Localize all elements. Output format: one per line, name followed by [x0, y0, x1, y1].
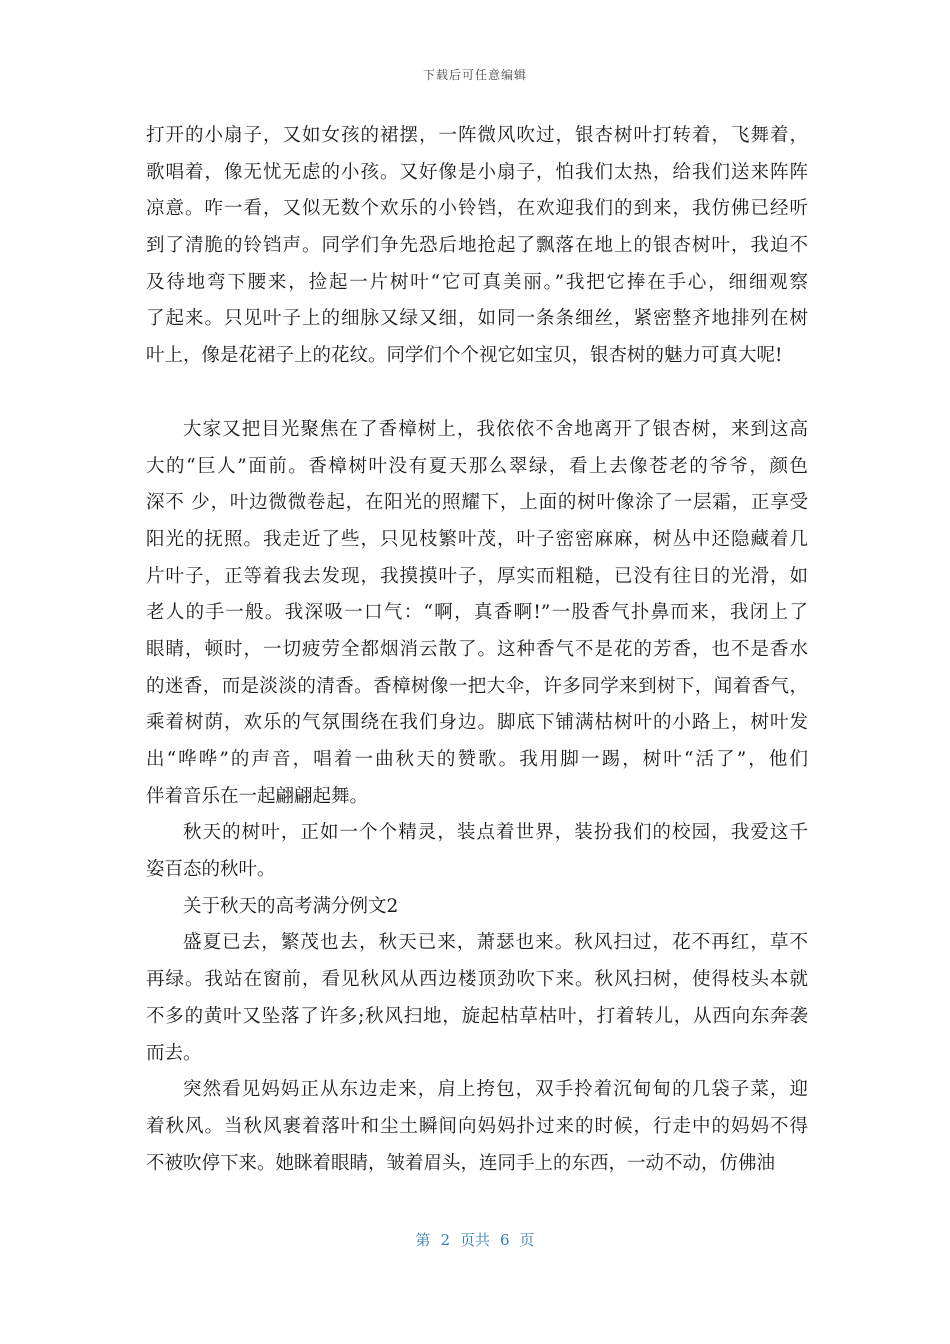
text-line: 而去。	[146, 1042, 202, 1064]
text-line: 歌唱着，像无忧无虑的小孩。又好像是小扇子，怕我们太热，给我们送来阵阵	[146, 161, 808, 183]
footer-total-pages: 6	[500, 1231, 510, 1249]
text-line: 秋天的树叶，正如一个个精灵，装点着世界，装扮我们的校园，我爱这千	[183, 822, 808, 844]
text-line: 大的“巨人”面前。香樟树叶没有夏天那么翠绿，看上去像苍老的爷爷，颜色	[146, 455, 808, 477]
text-line: 眼睛，顿时，一切疲劳全都烟消云散了。这种香气不是花的芳香，也不是香水	[146, 638, 808, 660]
text-line: 了起来。只见叶子上的细脉又绿又细，如同一条条细丝，紧密整齐地排列在树	[146, 308, 808, 330]
text-line: 关于秋天的高考满分例文2	[183, 895, 399, 917]
paragraph-gap	[146, 375, 808, 412]
footer-suffix: 页	[519, 1231, 535, 1249]
text-line: 再绿。我站在窗前，看见秋风从西边楼顶劲吹下来。秋风扫树，使得枝头本就	[146, 969, 808, 991]
footer-prefix: 第	[415, 1231, 431, 1249]
text-line: 着秋风。当秋风裹着落叶和尘土瞬间向妈妈扑过来的时候，行走中的妈妈不得	[146, 1115, 808, 1137]
text-line: 大家又把目光聚焦在了香樟树上，我依依不舍地离开了银杏树，来到这高	[183, 418, 808, 440]
paragraph	[146, 118, 808, 375]
text-line: 突然看见妈妈正从东边走来，肩上挎包，双手拎着沉甸甸的几袋子菜，迎	[183, 1079, 808, 1101]
paragraph	[146, 815, 808, 888]
text-line: 老人的手一般。我深吸一口气：“啊，真香啊!”一股香气扑鼻而来，我闭上了	[146, 602, 808, 624]
text-line: 的迷香，而是淡淡的清香。香樟树像一把大伞，许多同学来到树下，闻着香气，	[146, 675, 808, 697]
text-line: 片叶子，正等着我去发现，我摸摸叶子，厚实而粗糙，已没有往日的光滑，如	[146, 565, 808, 587]
text-line: 不多的黄叶又坠落了许多;秋风扫地，旋起枯草枯叶，打着转儿，从西向东奔袭	[146, 1005, 808, 1027]
text-line: 伴着音乐在一起翩翩起舞。	[146, 785, 369, 807]
footer-middle: 页共	[459, 1231, 490, 1249]
page-footer	[0, 1229, 950, 1250]
paragraph	[146, 889, 808, 926]
text-line: 深不 少，叶边微微卷起，在阳光的照耀下，上面的树叶像涂了一层霜，正享受	[146, 492, 808, 514]
footer-page-number: 2	[440, 1231, 450, 1249]
paragraph	[146, 1072, 808, 1182]
text-line: 叶上，像是花裙子上的花纹。同学们个个视它如宝贝，银杏树的魅力可真大呢!	[146, 345, 783, 367]
text-line: 出“哗哗”的声音，唱着一曲秋天的赞歌。我用脚一踢，树叶“活了”，他们	[146, 749, 808, 770]
text-line: 盛夏已去，繁茂也去，秋天已来，萧瑟也来。秋风扫过，花不再红，草不	[183, 932, 808, 954]
text-line: 阳光的抚照。我走近了些，只见枝繁叶茂，叶子密密麻麻，树丛中还隐藏着几	[146, 528, 808, 550]
text-line: 及待地弯下腰来，捡起一片树叶“它可真美丽。”我把它捧在手心，细细观察	[146, 271, 808, 293]
text-line: 到了清脆的铃铛声。同学们争先恐后地抢起了飘落在地上的银杏树叶，我迫不	[146, 235, 808, 257]
paragraph	[146, 925, 808, 1072]
text-line: 姿百态的秋叶。	[146, 859, 276, 881]
text-line: 打开的小扇子，又如女孩的裙摆，一阵微风吹过，银杏树叶打转着，飞舞着，	[146, 125, 808, 146]
page-header: 下载后可任意编辑	[422, 68, 527, 82]
text-line: 凉意。咋一看，又似无数个欢乐的小铃铛，在欢迎我们的到来，我仿佛已经听	[146, 198, 808, 220]
text-line: 乘着树荫，欢乐的气氛围绕在我们身边。脚底下铺满枯树叶的小路上，树叶发	[146, 712, 808, 734]
document-body	[146, 118, 808, 1182]
paragraph	[146, 412, 808, 816]
text-line: 不被吹停下来。她眯着眼睛，皱着眉头，连同手上的东西，一动不动，仿佛油	[146, 1152, 776, 1174]
